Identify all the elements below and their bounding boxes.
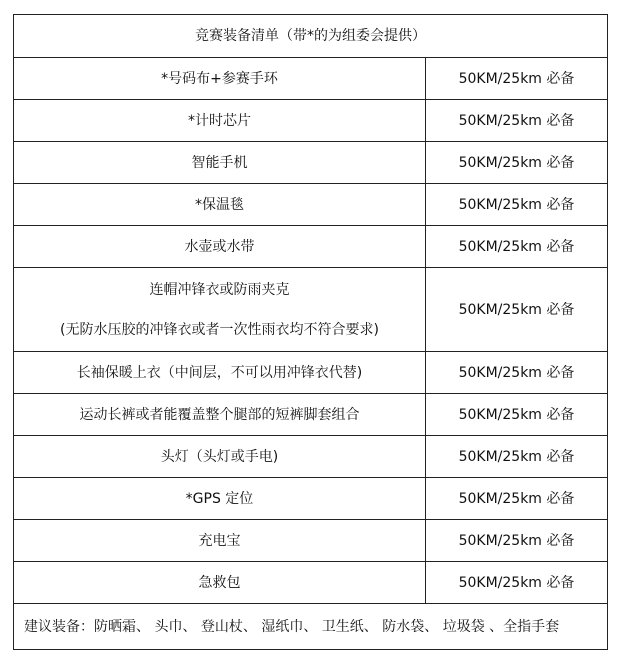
equipment-table <box>13 14 608 650</box>
table-row <box>14 520 608 562</box>
item-note: (无防水压胶的冲锋衣或者一次性雨衣均不符合要求) <box>60 321 379 338</box>
item-name: 急救包 <box>14 562 426 604</box>
table-title-row <box>14 15 608 58</box>
table-row <box>14 394 608 436</box>
item-requirement: 50KM/25km 必备 <box>426 562 608 604</box>
item-name: 智能手机 <box>14 142 426 184</box>
table-row <box>14 142 608 184</box>
item-name: *计时芯片 <box>14 100 426 142</box>
table-row <box>14 352 608 394</box>
item-name: 长袖保暖上衣（中间层，不可以用冲锋衣代替) <box>14 352 426 394</box>
table-row <box>14 100 608 142</box>
item-name-cell <box>14 268 426 352</box>
item-requirement: 50KM/25km 必备 <box>426 58 608 100</box>
suggested-equipment: 建议装备：防晒霜、 头巾、 登山杖、 湿纸巾、 卫生纸、 防水袋、 垃圾袋 、全指手套 <box>14 604 608 650</box>
item-requirement: 50KM/25km 必备 <box>426 436 608 478</box>
table-title: 竞赛装备清单（带*的为组委会提供） <box>14 15 608 58</box>
table-row <box>14 226 608 268</box>
item-name: *GPS 定位 <box>14 478 426 520</box>
table-footer-row <box>14 604 608 650</box>
item-name: *保温毯 <box>14 184 426 226</box>
table-row <box>14 436 608 478</box>
item-requirement: 50KM/25km 必备 <box>426 352 608 394</box>
table-row <box>14 562 608 604</box>
item-requirement: 50KM/25km 必备 <box>426 100 608 142</box>
item-requirement: 50KM/25km 必备 <box>426 520 608 562</box>
equipment-list-sheet <box>13 14 607 650</box>
item-requirement: 50KM/25km 必备 <box>426 142 608 184</box>
item-name: 充电宝 <box>14 520 426 562</box>
item-requirement: 50KM/25km 必备 <box>426 184 608 226</box>
item-requirement: 50KM/25km 必备 <box>426 478 608 520</box>
table-row <box>14 184 608 226</box>
item-requirement: 50KM/25km 必备 <box>426 268 608 352</box>
item-name: *号码布+参赛手环 <box>14 58 426 100</box>
item-name: 水壶或水带 <box>14 226 426 268</box>
table-row <box>14 58 608 100</box>
item-requirement: 50KM/25km 必备 <box>426 394 608 436</box>
table-row <box>14 478 608 520</box>
item-name: 运动长裤或者能覆盖整个腿部的短裤脚套组合 <box>14 394 426 436</box>
item-requirement: 50KM/25km 必备 <box>426 226 608 268</box>
item-name: 头灯（头灯或手电) <box>14 436 426 478</box>
table-row <box>14 268 608 352</box>
item-name: 连帽冲锋衣或防雨夹克 <box>149 281 290 298</box>
